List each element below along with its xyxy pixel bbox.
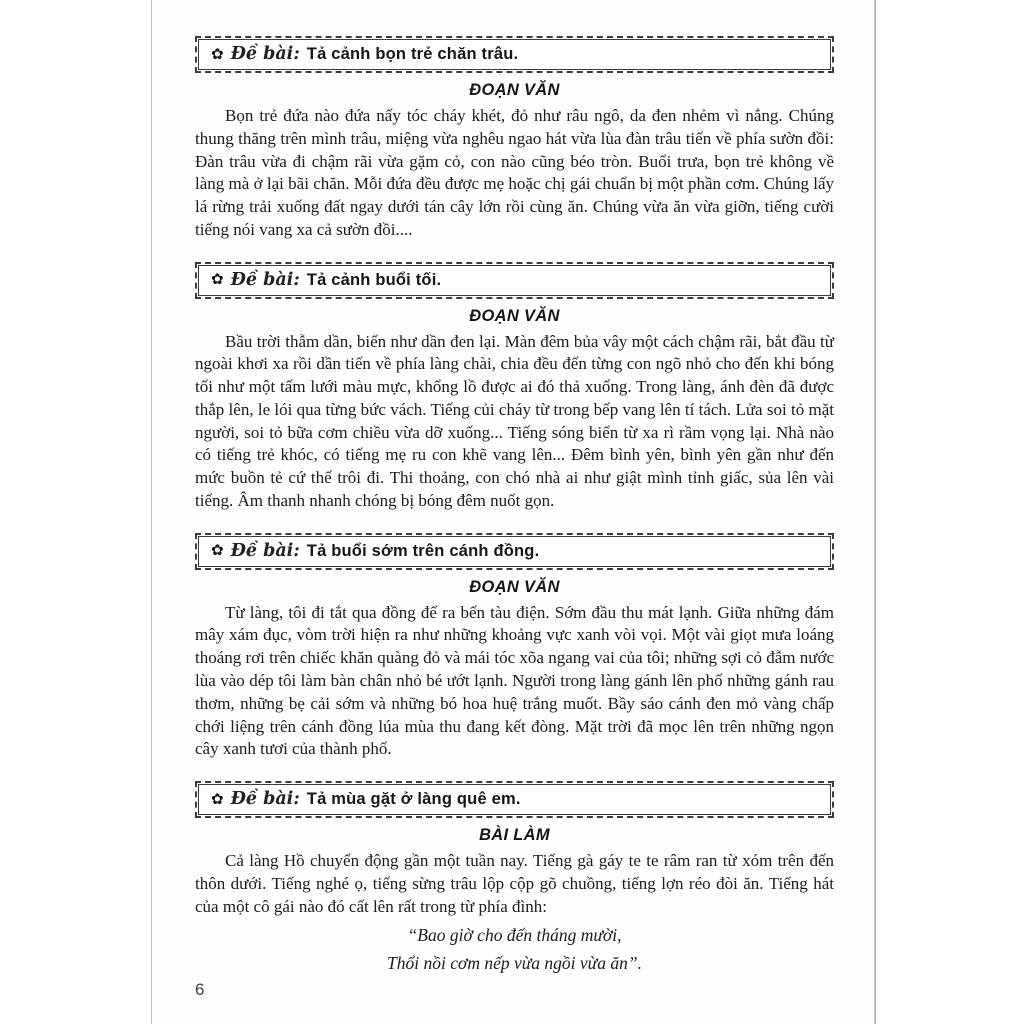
page-number: 6 xyxy=(195,980,205,999)
poem-line: “Bao giờ cho đến tháng mười, xyxy=(407,925,622,946)
flower-icon: ✿ xyxy=(211,44,224,63)
exercise-section xyxy=(195,262,834,513)
flower-icon: ✿ xyxy=(211,270,224,289)
exercise-section xyxy=(195,781,834,977)
flower-icon: ✿ xyxy=(211,541,224,560)
flower-icon: ✿ xyxy=(211,789,224,808)
prompt-box-inner xyxy=(198,39,831,70)
prompt-label: Đề bài: xyxy=(230,789,300,810)
paragraph: Cả làng Hồ chuyển động gần một tuần nay. Tiếng gà gáy te te râm ran từ xóm trên đến thôn dưới. Tiếng nghé ọ, tiếng sừng trâu lộp cộp gõ chuồng, tiếng lợn réo đòi ăn. Tiếng hát của một cô gái nào đó cất lên rất trong từ phía đình: xyxy=(195,851,834,916)
prompt-box xyxy=(195,262,834,299)
section-heading: ĐOẠN VĂN xyxy=(469,306,560,325)
paragraph: Bọn trẻ đứa nào đứa nấy tóc cháy khét, đỏ như râu ngô, da đen nhẻm vì nắng. Chúng thung thăng trên mình trâu, miệng vừa nghêu ngao hát vừa lùa đàn trâu tiến về phía sườn đồi: Đàn trâu vừa đi chậm rãi vừa gặm cỏ, con nào cũng béo tròn. Buổi trưa, bọn trẻ không về làng mà ở lại bãi chăn. Mỗi đứa đều được mẹ hoặc chị gái chuẩn bị một phần cơm. Chúng lấy lá rừng trải xuống đất ngay dưới tán cây lớn rồi cùng ăn. Chúng vừa ăn vừa giỡn, tiếng cười tiếng nói vang xa cả sườn đồi.... xyxy=(195,106,834,239)
poem xyxy=(195,922,834,976)
prompt-box-inner xyxy=(198,536,831,567)
prompt-title: Tả cảnh bọn trẻ chăn trâu. xyxy=(306,45,519,63)
section-heading: ĐOẠN VĂN xyxy=(469,81,560,99)
prompt-box xyxy=(195,781,834,818)
scan-page-edge-right xyxy=(874,0,876,1024)
exercise-section xyxy=(195,36,834,242)
poem-line: Thổi nồi cơm nếp vừa ngồi vừa ăn”. xyxy=(387,952,642,973)
paragraph: Từ làng, tôi đi tắt qua đồng để ra bến tàu điện. Sớm đầu thu mát lạnh. Giữa những đám mây xám đục, vòm trời hiện ra như những khoảng vực xanh vòi vọi. Một vài giọt mưa loáng thoáng rơi trên chiếc khăn quàng đỏ và mái tóc xõa ngang vai của tôi; những sợi cỏ đẫm nước lùa vào dép tôi làm bàn chân nhỏ bé ướt lạnh. Người trong làng gánh lên phố những gánh rau thơm, những bẹ cải sớm và những bó hoa huệ trắng muốt. Bầy sáo cánh đen mỏ vàng chấp chới liệng trên cánh đồng lúa mùa thu đang kết đòng. Mặt trời đã mọc lên trên những ngọn cây xanh tươi của thành phố. xyxy=(195,602,834,759)
prompt-box xyxy=(195,533,834,570)
prompt-label: Đề bài: xyxy=(230,540,300,561)
exercise-section xyxy=(195,533,834,761)
prompt-label: Đề bài: xyxy=(230,44,300,64)
section-heading: ĐOẠN VĂN xyxy=(469,577,560,596)
paragraph: Bầu trời thẫm dần, biển như dần đen lại. Màn đêm bủa vây một cách chậm rãi, bắt đầu từ ngoài khơi xa rồi dần tiến về phía làng chài, chia đều đến từng con ngõ nhỏ cho đến khi bóng tối như một tấm lưới màu mực, khổng lồ được ai đó thả xuống. Trong làng, ánh đèn đã được thắp lên, le lói qua từng bức vách. Tiếng củi cháy từ trong bếp vang lên tí tách. Lửa soi tỏ mặt người, soi tỏ bữa cơm chiều vừa dỡ xuống... Tiếng sóng biển từ xa rì rầm vọng lại. Nhà nào có tiếng trẻ khóc, có tiếng mẹ ru con khẽ vang lên... Đêm bình yên, bình yên gần như đến mức buồn tẻ cứ thế trôi đi. Thi thoảng, con chó nhà ai như giật mình tỉnh giấc, sủa lên vài tiếng. Âm thanh nhanh chóng bị bóng đêm nuốt gọn. xyxy=(195,331,834,510)
prompt-box xyxy=(195,36,834,73)
prompt-title: Tả mùa gặt ở làng quê em. xyxy=(306,790,521,809)
prompt-title: Tả buổi sớm trên cánh đồng. xyxy=(306,541,540,560)
section-heading: BÀI LÀM xyxy=(479,826,550,845)
prompt-box-inner xyxy=(198,784,831,815)
page-content xyxy=(152,0,874,1024)
prompt-title: Tả cảnh buổi tối. xyxy=(306,270,442,289)
prompt-box-inner xyxy=(198,265,831,296)
prompt-label: Đề bài: xyxy=(230,269,300,290)
